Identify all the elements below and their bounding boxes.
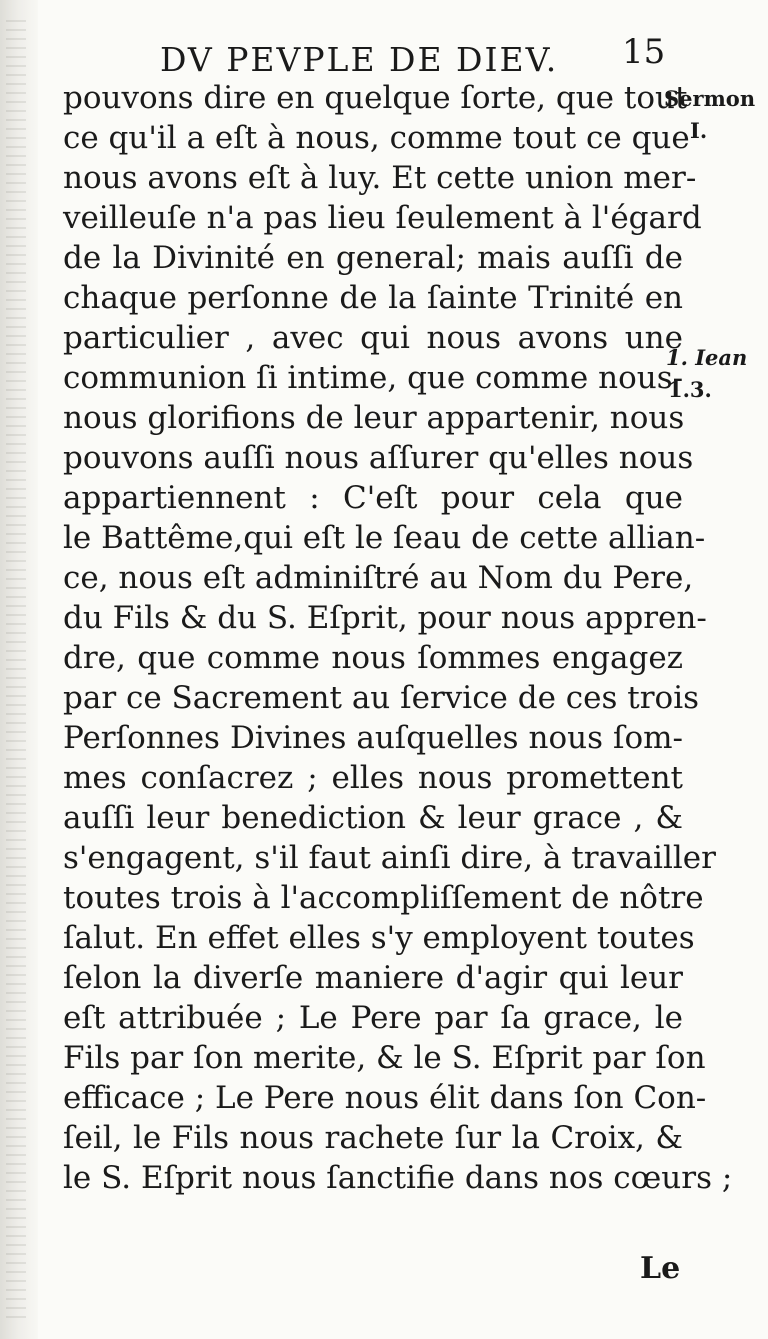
- text-line: ſeil, le Fils nous rachete ſur la Croix, &: [63, 1120, 683, 1156]
- text-line: toutes trois à l'accompliſſement de nôtre: [63, 880, 704, 916]
- text-line: mes conſacrez ; elles nous promettent: [63, 760, 683, 796]
- text-line: ce, nous eſt adminiſtré au Nom du Pere,: [63, 560, 694, 596]
- text-line: le Battême,qui eſt le ſeau de cette allian-: [63, 520, 706, 556]
- text-line: particulier , avec qui nous avons une: [63, 320, 683, 356]
- text-line: nous avons eſt à luy. Et cette union mer-: [63, 160, 697, 196]
- text-line: de la Divinité en general; mais auſſi de: [63, 240, 683, 276]
- text-line: du Fils & du S. Eſprit, pour nous appren-: [63, 600, 707, 636]
- page-number: 15: [622, 32, 666, 72]
- text-line: appartiennent : C'eſt pour cela que: [63, 480, 683, 516]
- margin-note-sermon: Sermon: [664, 86, 756, 111]
- text-line: nous glorifions de leur appartenir, nous: [63, 400, 685, 436]
- text-line: ſelon la diverſe maniere d'agir qui leur: [63, 960, 683, 996]
- text-line: ſalut. En effet elles s'y employent toutes: [63, 920, 695, 956]
- text-line: par ce Sacrement au ſervice de ces trois: [63, 680, 700, 716]
- text-line: pouvons dire en quelque ſorte, que tout: [63, 80, 688, 116]
- text-line: s'engagent, s'il faut ainſi dire, à travailler: [63, 840, 716, 876]
- text-line: auſſi leur benediction & leur grace , &: [63, 800, 683, 836]
- text-line: efficace ; Le Pere nous élit dans ſon Con-: [63, 1080, 707, 1116]
- gutter-show-through: [6, 20, 26, 1320]
- margin-note-reference-verse: 1.3.: [668, 377, 712, 402]
- text-line: Fils par ſon merite, & le S. Eſprit par ſon: [63, 1040, 706, 1076]
- text-line: communion ſi intime, que comme nous-: [63, 360, 684, 396]
- margin-note-reference-book: 1. Iean: [666, 345, 748, 370]
- text-line: ce qu'il a eſt à nous, comme tout ce que: [63, 120, 690, 156]
- text-line: le S. Eſprit nous ſanctifie dans nos cœurs ;: [63, 1160, 733, 1196]
- text-line: dre, que comme nous ſommes engagez: [63, 640, 683, 676]
- text-line: eſt attribuée ; Le Pere par ſa grace, le: [63, 1000, 683, 1036]
- text-line: veilleuſe n'a pas lieu ſeulement à l'égard: [63, 200, 702, 236]
- text-line: chaque perſonne de la ſainte Trinité en: [63, 280, 683, 316]
- page-gutter: [0, 0, 38, 1339]
- running-title: DV PEVPLE DE DIEV.: [160, 40, 559, 79]
- catchword: Le: [640, 1251, 681, 1286]
- margin-note-sermon-number: I.: [690, 118, 708, 143]
- text-line: Perſonnes Divines auſquelles nous ſom-: [63, 720, 683, 756]
- text-line: pouvons auſſi nous aſſurer qu'elles nous: [63, 440, 694, 476]
